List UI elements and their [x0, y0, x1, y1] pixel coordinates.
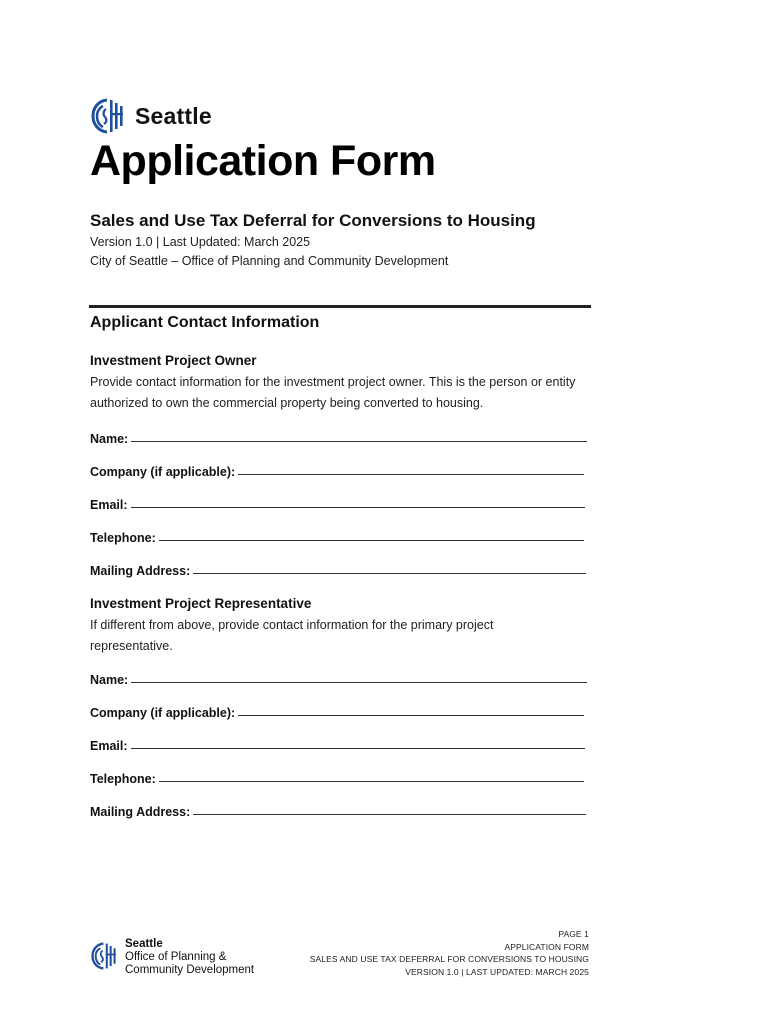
seattle-seal-icon	[91, 97, 127, 135]
representative-group-title: Investment Project Representative	[90, 596, 312, 611]
fill-line[interactable]	[131, 748, 585, 749]
fill-line[interactable]	[131, 682, 587, 683]
fill-line[interactable]	[131, 507, 585, 508]
footer-org-name	[125, 938, 254, 977]
owner-name-field[interactable]	[90, 426, 587, 446]
footer-doc-title: SALES AND USE TAX DEFERRAL FOR CONVERSIONS TO HOUSING	[309, 954, 589, 964]
field-label: Telephone:	[90, 531, 156, 545]
logo-text: Seattle	[135, 102, 212, 129]
form-subtitle: Sales and Use Tax Deferral for Conversions to Housing	[90, 211, 536, 230]
section-divider	[89, 305, 591, 308]
page-title: Application Form	[90, 137, 436, 185]
owner-telephone-field[interactable]	[90, 525, 584, 545]
representative-name-field[interactable]	[90, 667, 587, 687]
owner-email-field[interactable]	[90, 492, 585, 512]
field-label: Company (if applicable):	[90, 706, 236, 720]
field-label: Mailing Address:	[90, 805, 191, 819]
fill-line[interactable]	[238, 474, 584, 475]
owner-description: Provide contact information for the investment project owner. This is the person or entity authorized to own the commercial property being converted to housing.	[90, 375, 576, 410]
field-label: Mailing Address:	[90, 564, 191, 578]
footer-doc-version: VERSION 1.0 | LAST UPDATED: MARCH 2025	[405, 966, 589, 977]
representative-company-field[interactable]	[90, 700, 584, 720]
fill-line[interactable]	[238, 715, 584, 716]
fill-line[interactable]	[159, 781, 584, 782]
representative-description: If different from above, provide contact information for the primary project representative.	[90, 618, 494, 653]
field-label: Telephone:	[90, 772, 156, 786]
representative-email-field[interactable]	[90, 733, 585, 753]
footer-org-line2: Office of Planning &	[125, 951, 227, 963]
representative-telephone-field[interactable]	[90, 766, 584, 786]
field-label: Email:	[90, 739, 128, 753]
section-title: Applicant Contact Information	[90, 314, 320, 331]
footer-org-line3: Community Development	[125, 964, 255, 976]
field-label: Name:	[90, 673, 129, 687]
footer-document-info	[310, 928, 589, 978]
seattle-logo	[91, 97, 212, 135]
field-label: Email:	[90, 498, 128, 512]
owner-group-title: Investment Project Owner	[90, 353, 257, 368]
fill-line[interactable]	[193, 814, 586, 815]
fill-line[interactable]	[159, 540, 584, 541]
seattle-seal-icon	[91, 940, 119, 972]
version-line: Version 1.0 | Last Updated: March 2025	[90, 235, 311, 249]
representative-mailing-address-field[interactable]	[90, 799, 586, 819]
fill-line[interactable]	[131, 441, 587, 442]
footer-doc-type: APPLICATION FORM	[504, 941, 589, 952]
fill-line[interactable]	[193, 573, 586, 574]
owner-company-field[interactable]	[90, 459, 584, 479]
department-line: City of Seattle – Office of Planning and Community Development	[90, 254, 449, 268]
footer-logo	[91, 938, 254, 977]
page-number: PAGE 1	[558, 929, 589, 939]
field-label: Name:	[90, 432, 129, 446]
owner-mailing-address-field[interactable]	[90, 558, 586, 578]
footer-org-line1: Seattle	[125, 938, 163, 950]
field-label: Company (if applicable):	[90, 465, 236, 479]
